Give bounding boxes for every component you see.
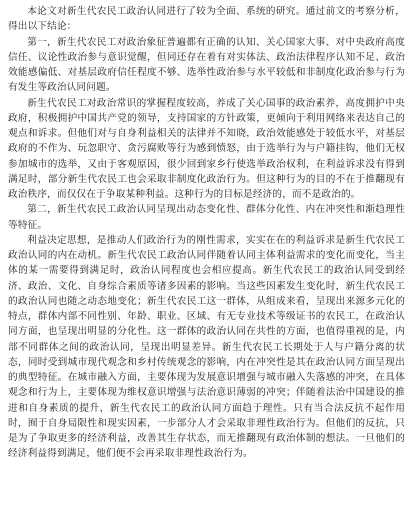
paragraph-intro: 本论文对新生代农民工政治认同进行了较为全面、系统的研究。通过前文的考察分析，得出以下结论： xyxy=(8,6,405,33)
paragraph-conclusion-one-detail: 新生代农民工对政治常识的掌握程度较高，养成了关心国事的政治素养，高度拥护中央政府，积极拥护中国共产党的领导，支持国家的方针政策，更倾向于利用网络来表达自己的观点和诉求。但他们对与自身利益相关的法律并不知晓，政治效能感处于较低水平，对基层政府的不作为、玩忽职守、贪污腐败等行为感到愤怒，由于选举行为与户籍挂钩，他们无权参加城市的选举，又由于客观原因，很少回到家乡行使选举政治权利，在利益诉求没有得到满足时，部分新生代农民工也会采取非制度化政治行为。但这种行为的目的不在于推翻现有政治秩序，而仅仅在于争取某种利益。这种行为的目标是经济的，而不是政治的。 xyxy=(8,97,405,200)
paragraph-conclusion-one: 第一，新生代农民工对政治象征普遍都有正确的认知、关心国家大事、对中央政府高度信任、议论性政治参与意识觉醒，但同还存在着有对实体法、政治法律程序认知不足、政治效能感偏低、对基层政府信任程度不够、选举性政治参与水平较低和非制度化政治参与行为有发生等政治认同问题。 xyxy=(8,36,405,94)
paragraph-conclusion-two-detail: 利益决定思想，是推动人们政治行为的刚性需求，实实在在的利益诉求是新生代农民工政治认同的内在动机。新生代农民工政治认同伴随着认同主体利益需求的变化而变化，当主体的某一需要得到满足时，政治认同程度也会相应提高。新生代农民工的政治认同受到经济、政治、文化、自身综合素质等诸多因素的影响。当这些因素发生变化时，新生代农民工的政治认同也随之动态地变化；新生代农民工这一群体，从组成来看，呈现出来源多元化的特点，群体内部不同性别、年龄、职业、区域、有无专业技术等级证书的农民工，在政治认同方面，也呈现出明显的分化性。这一群体的政治认同在共性的方面，也值得重视的是，内部不同群体之间的政治认同，呈现出明显差异。新生代农民工长期处于人与户籍分离的状态，同时受到城市现代观念和乡村传统观念的影响，内在冲突性是其在政治认同方面呈现出的典型特征。在城市融入方面，主要体现为发展意识增强与城市融入失落感的冲突，在具体观念和行为上，主要体现为维权意识增强与法治意识薄弱的冲突；伴随着法治中国建设的推进和自身素质的提升，新生代农民工的政治认同方面趋于理性。只有当合法反抗不起作用时，囿于自身局限性和现实因素，一步部分人才会采取非理性政治行为。但他们的反抗，只是为了争取更多的经济利益，改善其生存状态，而无推翻现有政治体制的想法。一旦他们的经济利益得到满足，他们便不会再采取非理性政治行为。 xyxy=(8,234,405,460)
paragraph-conclusion-two: 第二，新生代农民工政治认同呈现出动态变化性、群体分化性、内在冲突性和渐趋理性等特征。 xyxy=(8,204,405,231)
